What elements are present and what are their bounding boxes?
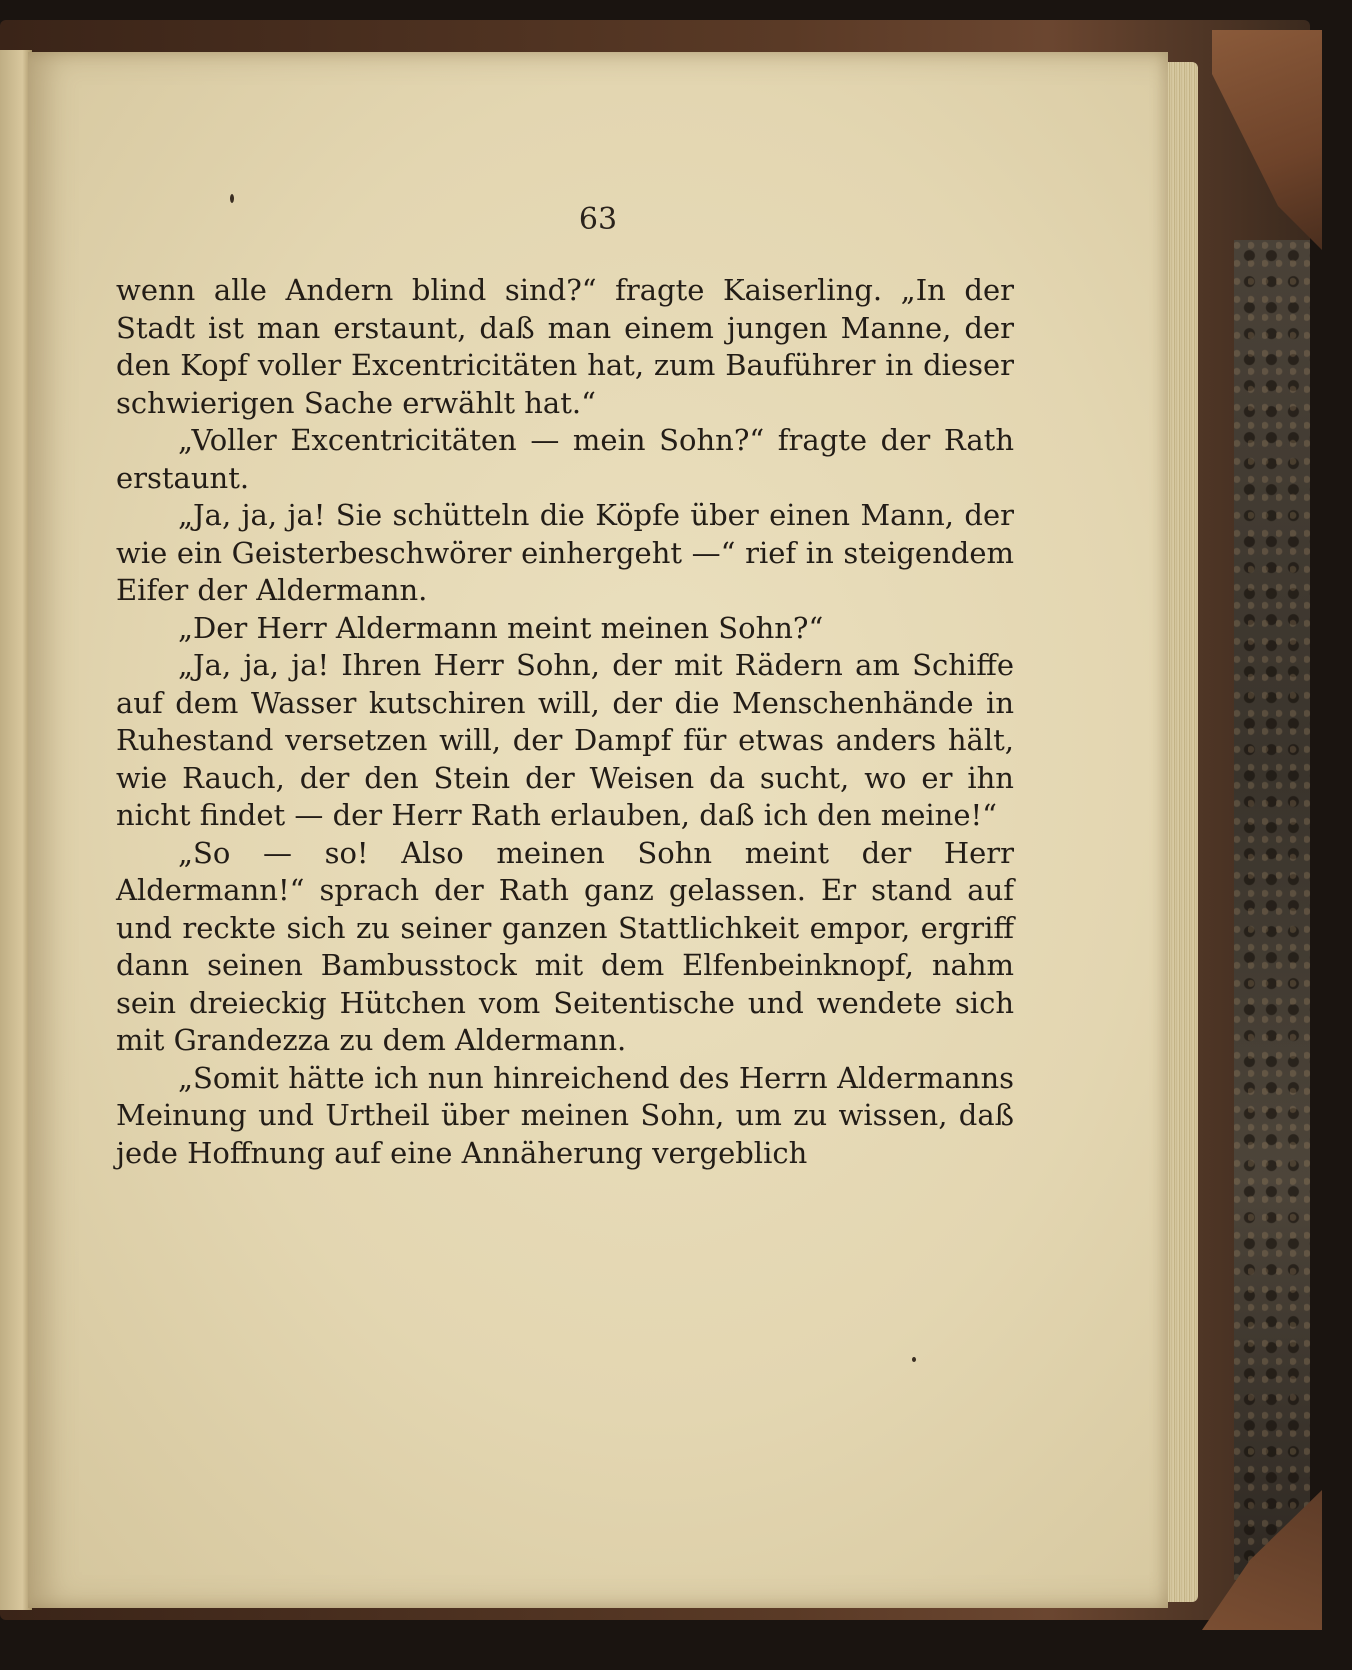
paper-speck: [230, 194, 234, 203]
page-text: [116, 272, 1014, 1172]
paragraph: „Voller Excentricitäten — mein Sohn?“ fragte der Rath erstaunt.: [116, 423, 1014, 495]
book-page: [28, 52, 1168, 1608]
paper-speck: [912, 1357, 916, 1362]
paragraph: „Ja, ja, ja! Ihren Herr Sohn, der mit Rädern am Schiffe auf dem Wasser kutschiren will, der die Menschenhände in Ruhestand versetzen will, der Dampf für etwas anders hält, wie Rauch, der den Stein der Weisen da sucht, wo er ihn nicht findet — der Herr Rath erlauben, daß ich den meine!“: [116, 648, 1014, 832]
page-number: 63: [578, 202, 618, 237]
paragraph: wenn alle Andern blind sind?“ fragte Kaiserling. „In der Stadt ist man erstaunt, daß man einem jungen Manne, der den Kopf voller Excentricitäten hat, zum Bauführer in dieser schwierigen Sache erwählt hat.“: [116, 273, 1014, 420]
paragraph: „So — so! Also meinen Sohn meint der Herr Aldermann!“ sprach der Rath ganz gelassen. Er stand auf und reckte sich zu seiner ganzen Stattlichkeit empor, ergriff dann seinen Bambusstock mit dem Elfenbeinknopf, nahm sein dreieckig Hütchen vom Seitentische und wendete sich mit Grandezza zu dem Aldermann.: [116, 835, 1014, 1057]
paragraph: „Somit hätte ich nun hinreichend des Herrn Aldermanns Meinung und Urtheil über meinen Sohn, um zu wissen, daß jede Hoffnung auf eine Annäherung vergeblich: [116, 1060, 1014, 1170]
marbled-cover-board: [1234, 240, 1310, 1580]
paragraph: „Ja, ja, ja! Sie schütteln die Köpfe über einen Mann, der wie ein Geisterbeschwörer einhergeht —“ rief in steigendem Eifer der Aldermann.: [116, 498, 1014, 607]
paragraph: „Der Herr Aldermann meint meinen Sohn?“: [178, 610, 824, 645]
